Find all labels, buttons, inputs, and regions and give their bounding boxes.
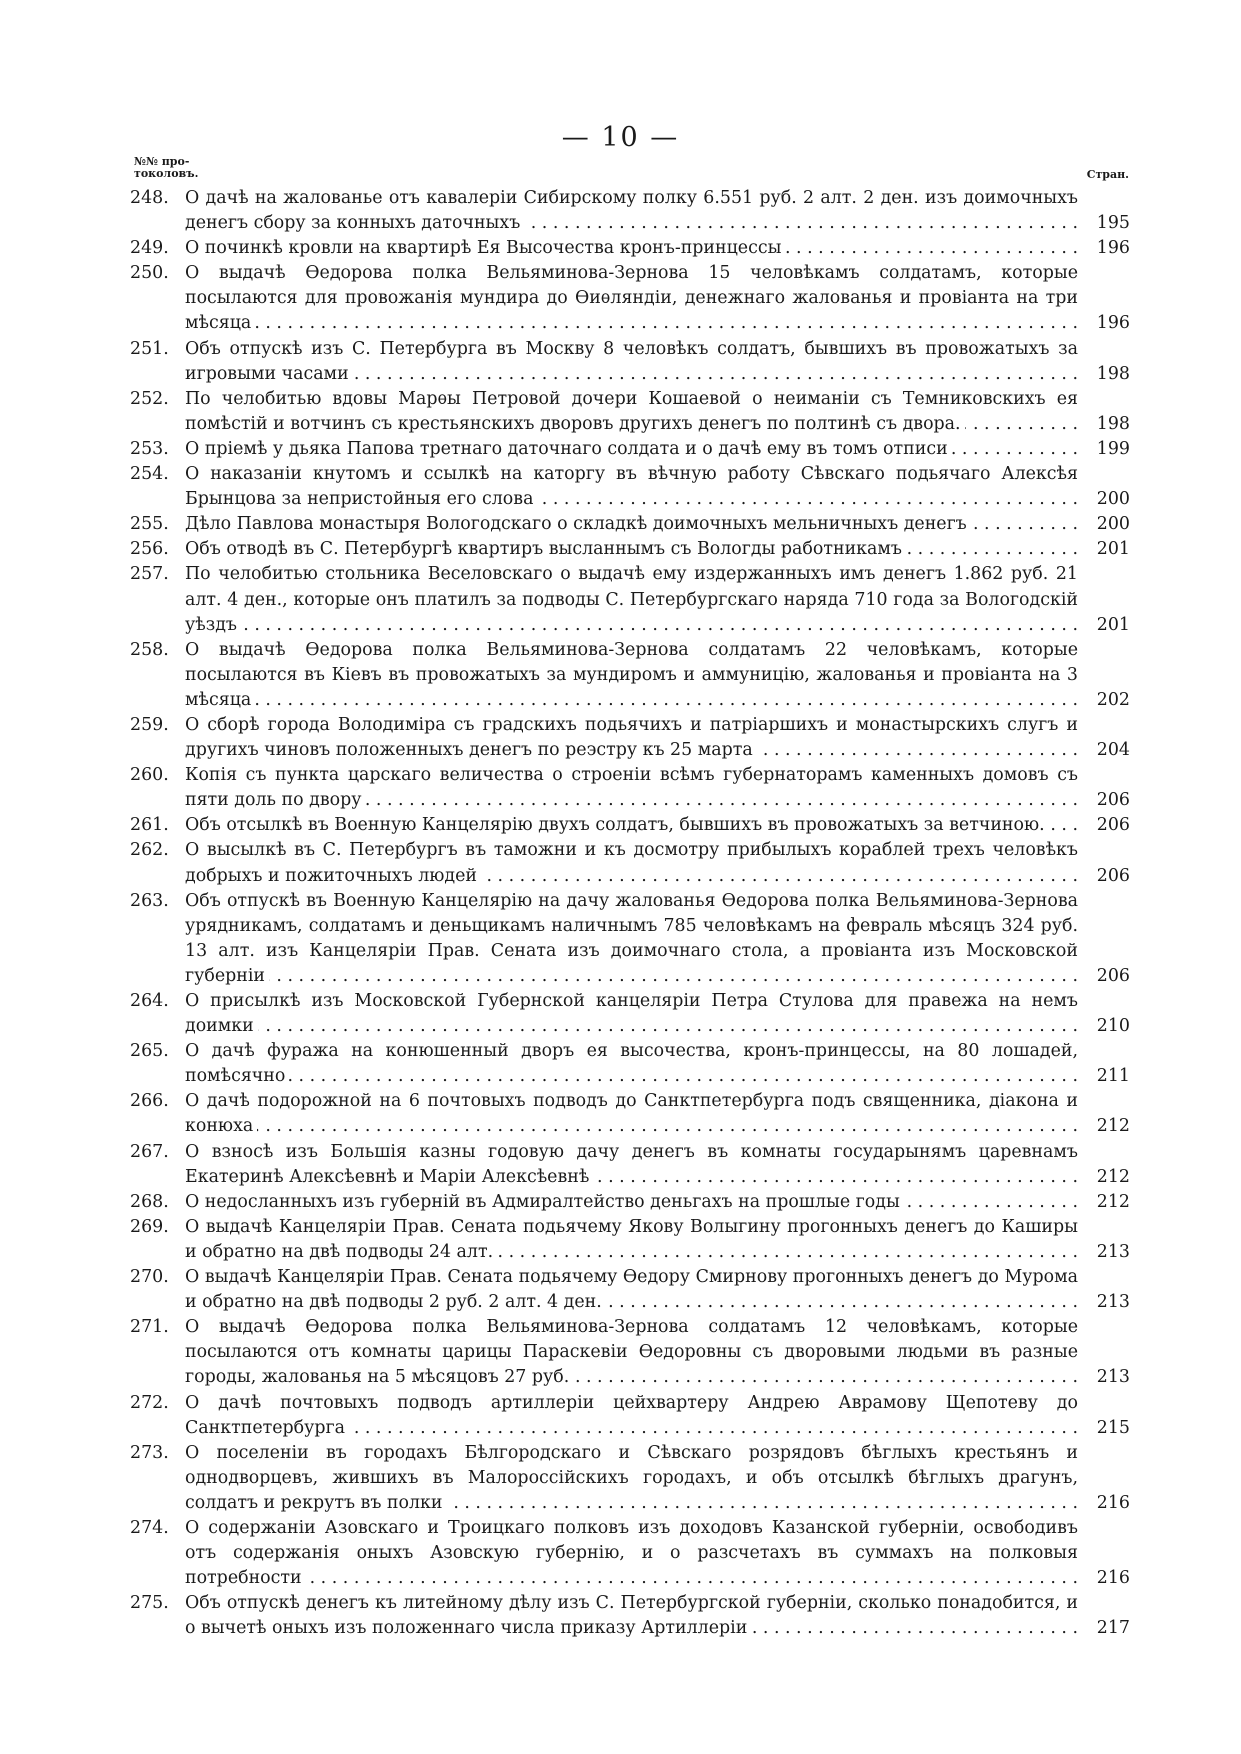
index-entry [130,813,1130,838]
entry-number: 258. [130,639,169,660]
entry-page: 206 [1096,790,1130,811]
entry-body [185,1089,1078,1139]
entry-body [185,1315,1078,1390]
index-entry [130,1265,1130,1315]
entry-page: 212 [1096,1191,1130,1212]
entry-number: 250. [130,263,169,284]
entry-number: 263. [130,890,169,911]
index-entry [130,638,1130,713]
entry-page: 216 [1096,1568,1130,1589]
entry-page: 204 [1096,740,1130,761]
entry-number: 254. [130,464,169,485]
entry-page: 196 [1096,313,1130,334]
index-entry [130,261,1130,336]
entry-number: 256. [130,539,169,560]
index-entry [130,989,1130,1039]
entry-page: 213 [1096,1367,1130,1388]
entry-text: О дачѣ подорожной на 6 почтовыхъ подводъ до Санктпетербурга подъ священника, діакона и конюха [185,1091,1078,1137]
entry-body [185,1265,1078,1315]
entry-text: О выдачѣ Канцеляріи Прав. Сената подьячему Якову Волыгину прогонныхъ денегъ до Каширы и обратно на двѣ подводы 24 алт. [185,1216,1078,1262]
entry-page: 206 [1096,865,1130,886]
entry-page: 199 [1096,438,1130,459]
entry-text: Объ отпускѣ изъ С. Петербурга въ Москву 8 человѣкъ солдатъ, бывшихъ въ провожатыхъ за игровыми часами [185,338,1078,384]
entry-number: 248. [130,188,169,208]
entry-page: 198 [1096,363,1130,384]
index-entry [130,1391,1130,1441]
entry-page: 201 [1096,539,1130,560]
entry-text: О высылкѣ въ С. Петербургъ въ таможни и къ досмотру прибылыхъ кораблей трехъ человѣкъ добрыхъ и пожиточныхъ людей [185,840,1078,886]
entry-text: О выдачѣ Канцеляріи Прав. Сената подьячему Ѳедору Смирнову прогонныхъ денегъ до Мурома и обратно на двѣ подводы 2 руб. 2 алт. 4 ден. [185,1267,1078,1313]
entry-body [185,1190,1078,1215]
entry-number: 271. [130,1317,169,1338]
entry-page: 200 [1096,514,1130,535]
entry-number: 264. [130,991,169,1011]
entry-page: 217 [1096,1618,1130,1639]
entry-body [185,1441,1078,1516]
entry-number: 253. [130,438,169,459]
entry-page: 201 [1096,614,1130,635]
entry-page: 206 [1096,815,1130,836]
entry-text: О дачѣ на жалованье отъ кавалеріи Сибирскому полку 6.551 руб. 2 алт. 2 ден. изъ доимочныхъ денегъ сбору за конныхъ даточныхъ [185,188,1078,234]
entry-number: 260. [130,765,169,786]
index-entry [130,537,1130,562]
entry-body [185,1591,1078,1641]
index-entry [130,889,1130,989]
entry-body [185,1039,1078,1089]
index-entry [130,1441,1130,1516]
entry-text: Объ отводѣ въ С. Петербургѣ квартиръ высланнымъ съ Вологды работникамъ [185,539,906,559]
protocol-index-list [130,186,1130,1641]
entry-page: 206 [1096,965,1130,986]
entry-text: О наказаніи кнутомъ и ссылкѣ на каторгу въ вѣчную работу Сѣвскаго подьячаго Алексѣя Брынцова за непристойныя его слова [185,464,1078,510]
entry-body [185,437,1078,462]
entry-body [185,1215,1078,1265]
entry-text: О дачѣ фуража на конюшенный дворъ ея высочества, кронъ-принцессы, на 80 лошадей, помѣсячно [185,1041,1078,1087]
index-entry [130,562,1130,637]
entry-text: По челобитью вдовы Марѳы Петровой дочери Кошаевой о неиманіи съ Темниковскихъ ея помѣстій и вотчинъ съ крестьянскихъ дворовъ другихъ денегъ по полтинѣ съ двора. [185,388,1078,434]
entry-body [185,713,1078,763]
entry-text: О дачѣ почтовыхъ подводъ артиллеріи цейхвартеру Андрею Аврамову Щепотеву до Санктпетербурга [185,1392,1078,1438]
entry-number: 267. [130,1141,169,1162]
entry-body [185,261,1078,336]
index-entry [130,236,1130,261]
entry-number: 268. [130,1191,169,1212]
entry-body [185,387,1078,437]
entry-text: О содержаніи Азовскаго и Троицкаго полковъ изъ доходовъ Казанской губерніи, освободивъ отъ содержанія оныхъ Азовскую губернію, и о разсчетахъ въ суммахъ на полковыя потребности [185,1517,1078,1589]
index-entry [130,1190,1130,1215]
entry-page: 212 [1096,1116,1130,1137]
entry-page: 195 [1096,213,1130,234]
index-entry [130,763,1130,813]
entry-text: О присылкѣ изъ Московской Губернской канцеляріи Петра Стулова для правежа на немъ доимки [185,991,1078,1037]
entry-body [185,638,1078,713]
entry-body [185,989,1078,1039]
index-entry [130,1039,1130,1089]
index-entry [130,1215,1130,1265]
index-entry [130,713,1130,763]
entry-text: О недосланныхъ изъ губерній въ Адмиралтейство деньгахъ на прошлые годы [185,1192,904,1212]
entry-number: 259. [130,714,169,735]
entry-page: 210 [1096,1016,1130,1037]
index-entry [130,437,1130,462]
entry-number: 270. [130,1267,169,1288]
entry-body [185,186,1078,236]
index-entry [130,462,1130,512]
entry-page: 212 [1096,1166,1130,1187]
entry-text: О выдачѣ Ѳедорова полка Вельяминова-Зернова 15 человѣкамъ солдатамъ, которые посылаются для провожанія мундира до Ѳиѳляндіи, денежнаго жалованья и провіанта на три мѣсяца [185,263,1078,334]
index-entry [130,512,1130,537]
entry-number: 249. [130,238,169,259]
entry-page: 215 [1096,1417,1130,1438]
entry-number: 251. [130,338,169,359]
entry-body [185,1391,1078,1441]
entry-body [185,537,1078,562]
entry-text: О взносѣ изъ Большія казны годовую дачу денегъ въ комнаты государынямъ царевнамъ Екатеринѣ Алексѣевнѣ и Маріи Алексѣевнѣ [185,1141,1078,1187]
entry-body [185,337,1078,387]
entry-body [185,562,1078,637]
entry-page: 200 [1096,489,1130,510]
entry-number: 257. [130,564,169,585]
entry-page: 196 [1096,238,1130,259]
index-entry [130,1591,1130,1641]
entry-text: По челобитью стольника Веселовскаго о выдачѣ ему издержанныхъ имъ денегъ 1.862 руб. 21 алт. 4 ден., которые онъ платилъ за подводы С. Петербургскаго наряда 710 года за Вологодскій уѣздъ [185,564,1078,635]
entry-text: О выдачѣ Ѳедорова полка Вельяминова-Зернова солдатамъ 12 человѣкамъ, которые посылаются отъ комнаты царицы Параскевіи Ѳедоровны съ дворовыми людьми въ разные городы, жалованья на 5 мѣсяцовъ 27 руб. [185,1317,1078,1388]
entry-body [185,763,1078,813]
entry-body [185,813,1078,838]
entry-number: 252. [130,388,169,409]
entry-number: 255. [130,514,169,535]
entry-text: Объ отпускѣ въ Военную Канцелярію на дачу жалованья Ѳедорова полка Вельяминова-Зернова урядникамъ, солдатамъ и деньщикамъ наличнымъ 785 человѣкамъ на февраль мѣсяцъ 324 руб. 13 алт. изъ Канцеляріи Прав. Сената изъ доимочнаго стола, а провіанта изъ Московской губерніи [185,890,1078,986]
entry-page: 213 [1096,1241,1130,1262]
index-entry [130,186,1130,236]
entry-body [185,889,1078,989]
entry-text: Дѣло Павлова монастыря Вологодскаго о складкѣ доимочныхъ мельничныхъ денегъ [185,514,971,534]
entry-page: 198 [1096,413,1130,434]
entry-text: О пріемѣ у дьяка Папова третнаго даточнаго солдата и о дачѣ ему въ томъ отписи [185,439,952,459]
entry-text: Объ отпускѣ денегъ къ литейному дѣлу изъ С. Петербургской губерніи, сколько понадобится, и о вычетѣ оныхъ изъ положеннаго числа приказу Артиллеріи [185,1593,1078,1639]
entry-body [185,1516,1078,1591]
entry-page: 213 [1096,1292,1130,1313]
index-entry [130,387,1130,437]
entry-body [185,1140,1078,1190]
index-entry [130,337,1130,387]
page-column-header: Стран. [1086,168,1129,181]
entry-body [185,838,1078,888]
entry-text: О починкѣ кровли на квартирѣ Ея Высочества кронъ-принцессы [185,238,785,258]
entry-number: 275. [130,1593,169,1614]
entry-text: О выдачѣ Ѳедорова полка Вельяминова-Зернова солдатамъ 22 человѣкамъ, которые посылаются въ Кіевъ въ провожатыхъ за мундиромъ и аммуницію, жалованья и провіанта на 3 мѣсяца [185,639,1078,710]
index-entry [130,1516,1130,1591]
entry-page: 202 [1096,689,1130,710]
entry-body [185,236,1078,261]
entry-text: Объ отсылкѣ въ Военную Канцелярію двухъ солдатъ, бывшихъ въ провожатыхъ за ветчиною. [185,815,1049,835]
entry-page: 216 [1096,1492,1130,1513]
protocol-number-column-header: №№ про-токоловъ. [134,155,199,180]
index-entry [130,1315,1130,1390]
page-number: — 10 — [561,122,680,153]
entry-number: 261. [130,815,169,836]
entry-number: 269. [130,1216,169,1237]
entry-body [185,462,1078,512]
entry-number: 262. [130,840,169,861]
index-entry [130,838,1130,888]
index-entry [130,1089,1130,1139]
entry-text: Копія съ пункта царскаго величества о строеніи всѣмъ губернаторамъ каменныхъ домовъ съ пяти доль по двору [185,765,1078,811]
entry-page: 211 [1096,1066,1130,1087]
index-entry [130,1140,1130,1190]
entry-body [185,512,1078,537]
entry-text: О поселеніи въ городахъ Бѣлгородскаго и Сѣвскаго розрядовъ бѣглыхъ крестьянъ и однодворцевъ, жившихъ въ Малороссійскихъ городахъ, и объ отсылкѣ бѣглыхъ драгунъ, солдатъ и рекрутъ въ полки [185,1442,1078,1513]
entry-number: 274. [130,1517,169,1538]
entry-number: 265. [130,1041,169,1062]
entry-number: 266. [130,1091,169,1112]
entry-number: 273. [130,1442,169,1463]
entry-text: О сборѣ города Володиміра съ градскихъ подьячихъ и патріаршихъ и монастырскихъ слугъ и другихъ чиновъ положенныхъ денегъ по реэстру къ 25 марта [185,714,1078,761]
entry-number: 272. [130,1392,169,1413]
